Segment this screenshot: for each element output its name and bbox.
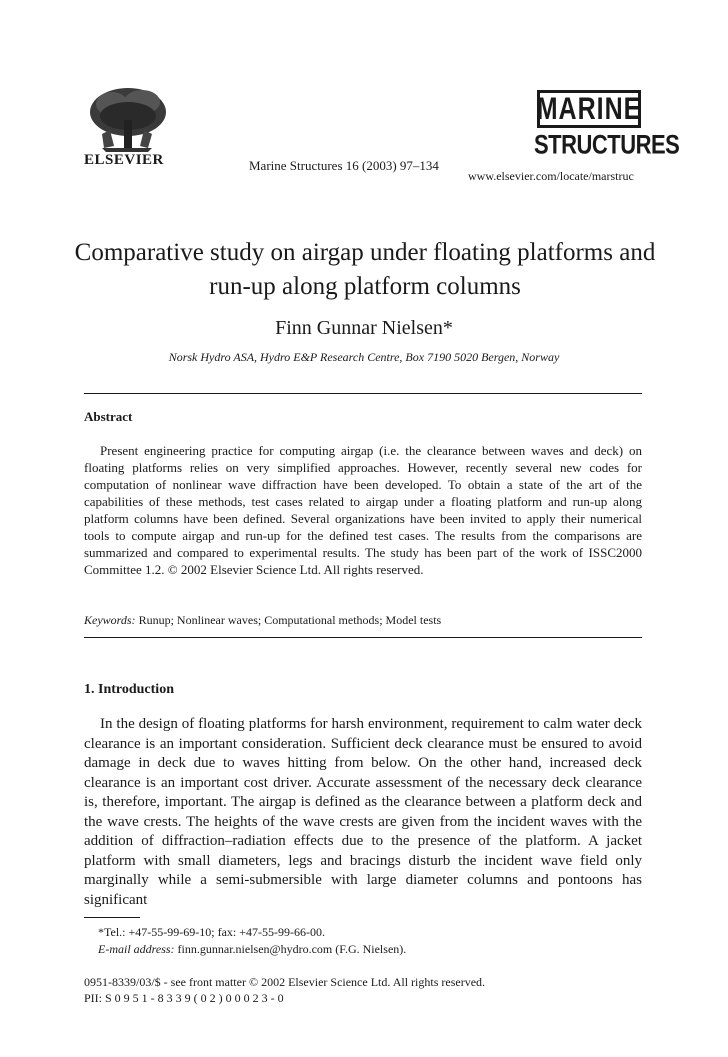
abstract-text: Present engineering practice for computing airgap (i.e. the clearance between waves and deck) on floating platforms relies on very simplified approaches. However, recently several new codes for computation of nonlinear wave diffraction have been developed. To obtain a state of the art of the capabilities of these methods, test cases related to airgap under a floating platform and run-up along platform columns have been defined. Several organizations have been invited to apply their numerical tools to compute airgap and run-up for the defined test cases. The results from the comparisons are summarized and compared to experimental results. The study has been part of the work of ISSC2000 Committee 1.2. © 2002 Elsevier Science Ltd. All rights reserved.	[84, 443, 642, 577]
body-paragraph: In the design of floating platforms for harsh environment, requirement to calm water deck clearance is an important consideration. Sufficient deck clearance must be ensured to avoid damage in deck due to waves hitting from below. On the other hand, increased deck clearance is an important cost driver. Accurate assessment of the necessary deck clearance is, therefore, important. The airgap is defined as the clearance between a platform deck and the wave crests. The heights of the wave crests are given from the incident waves with the addition of diffraction–radiation effects due to the presence of the platform. A jacket platform with small diameters, legs and bracings disturb the incident wave field only marginally while a semi-submersible with large diameter columns and pontoons has significant	[84, 716, 642, 908]
footnote-rule	[84, 917, 140, 918]
email-address[interactable]: finn.gunnar.nielsen@hydro.com (F.G. Nielsen).	[177, 942, 407, 956]
article-author: Finn Gunnar Nielsen*	[275, 317, 453, 339]
article-title: Comparative study on airgap under floating platforms and run-up along platform columns	[74, 239, 656, 300]
journal-logo-line2: STRUCTURES	[534, 129, 680, 160]
keywords	[84, 613, 441, 628]
divider-top	[84, 393, 642, 394]
divider-bottom	[84, 637, 642, 638]
pii-line: PII: S 0 9 5 1 - 8 3 3 9 ( 0 2 ) 0 0 0 2 3 - 0	[84, 991, 284, 1005]
email-label: E-mail address:	[98, 942, 175, 956]
issn-line: 0951-8339/03/$ - see front matter © 2002 Elsevier Science Ltd. All rights reserved.	[84, 975, 486, 989]
journal-logo-line1: MARINE	[536, 90, 642, 126]
author-affiliation: Norsk Hydro ASA, Hydro E&P Research Centre, Box 7190 5020 Bergen, Norway	[168, 350, 560, 364]
keywords-list: Runup; Nonlinear waves; Computational methods; Model tests	[138, 613, 442, 627]
keywords-label: Keywords:	[84, 613, 136, 627]
footnote-email	[98, 942, 406, 957]
footnote-contact: *Tel.: +47-55-99-69-10; fax: +47-55-99-66-00.	[98, 925, 325, 939]
journal-reference: Marine Structures 16 (2003) 97–134	[249, 158, 439, 173]
journal-logo	[537, 90, 641, 128]
abstract-heading: Abstract	[84, 409, 133, 424]
journal-url[interactable]: www.elsevier.com/locate/marstruc	[468, 169, 634, 183]
publisher-name: ELSEVIER	[84, 152, 164, 168]
section-heading: 1. Introduction	[84, 682, 174, 697]
